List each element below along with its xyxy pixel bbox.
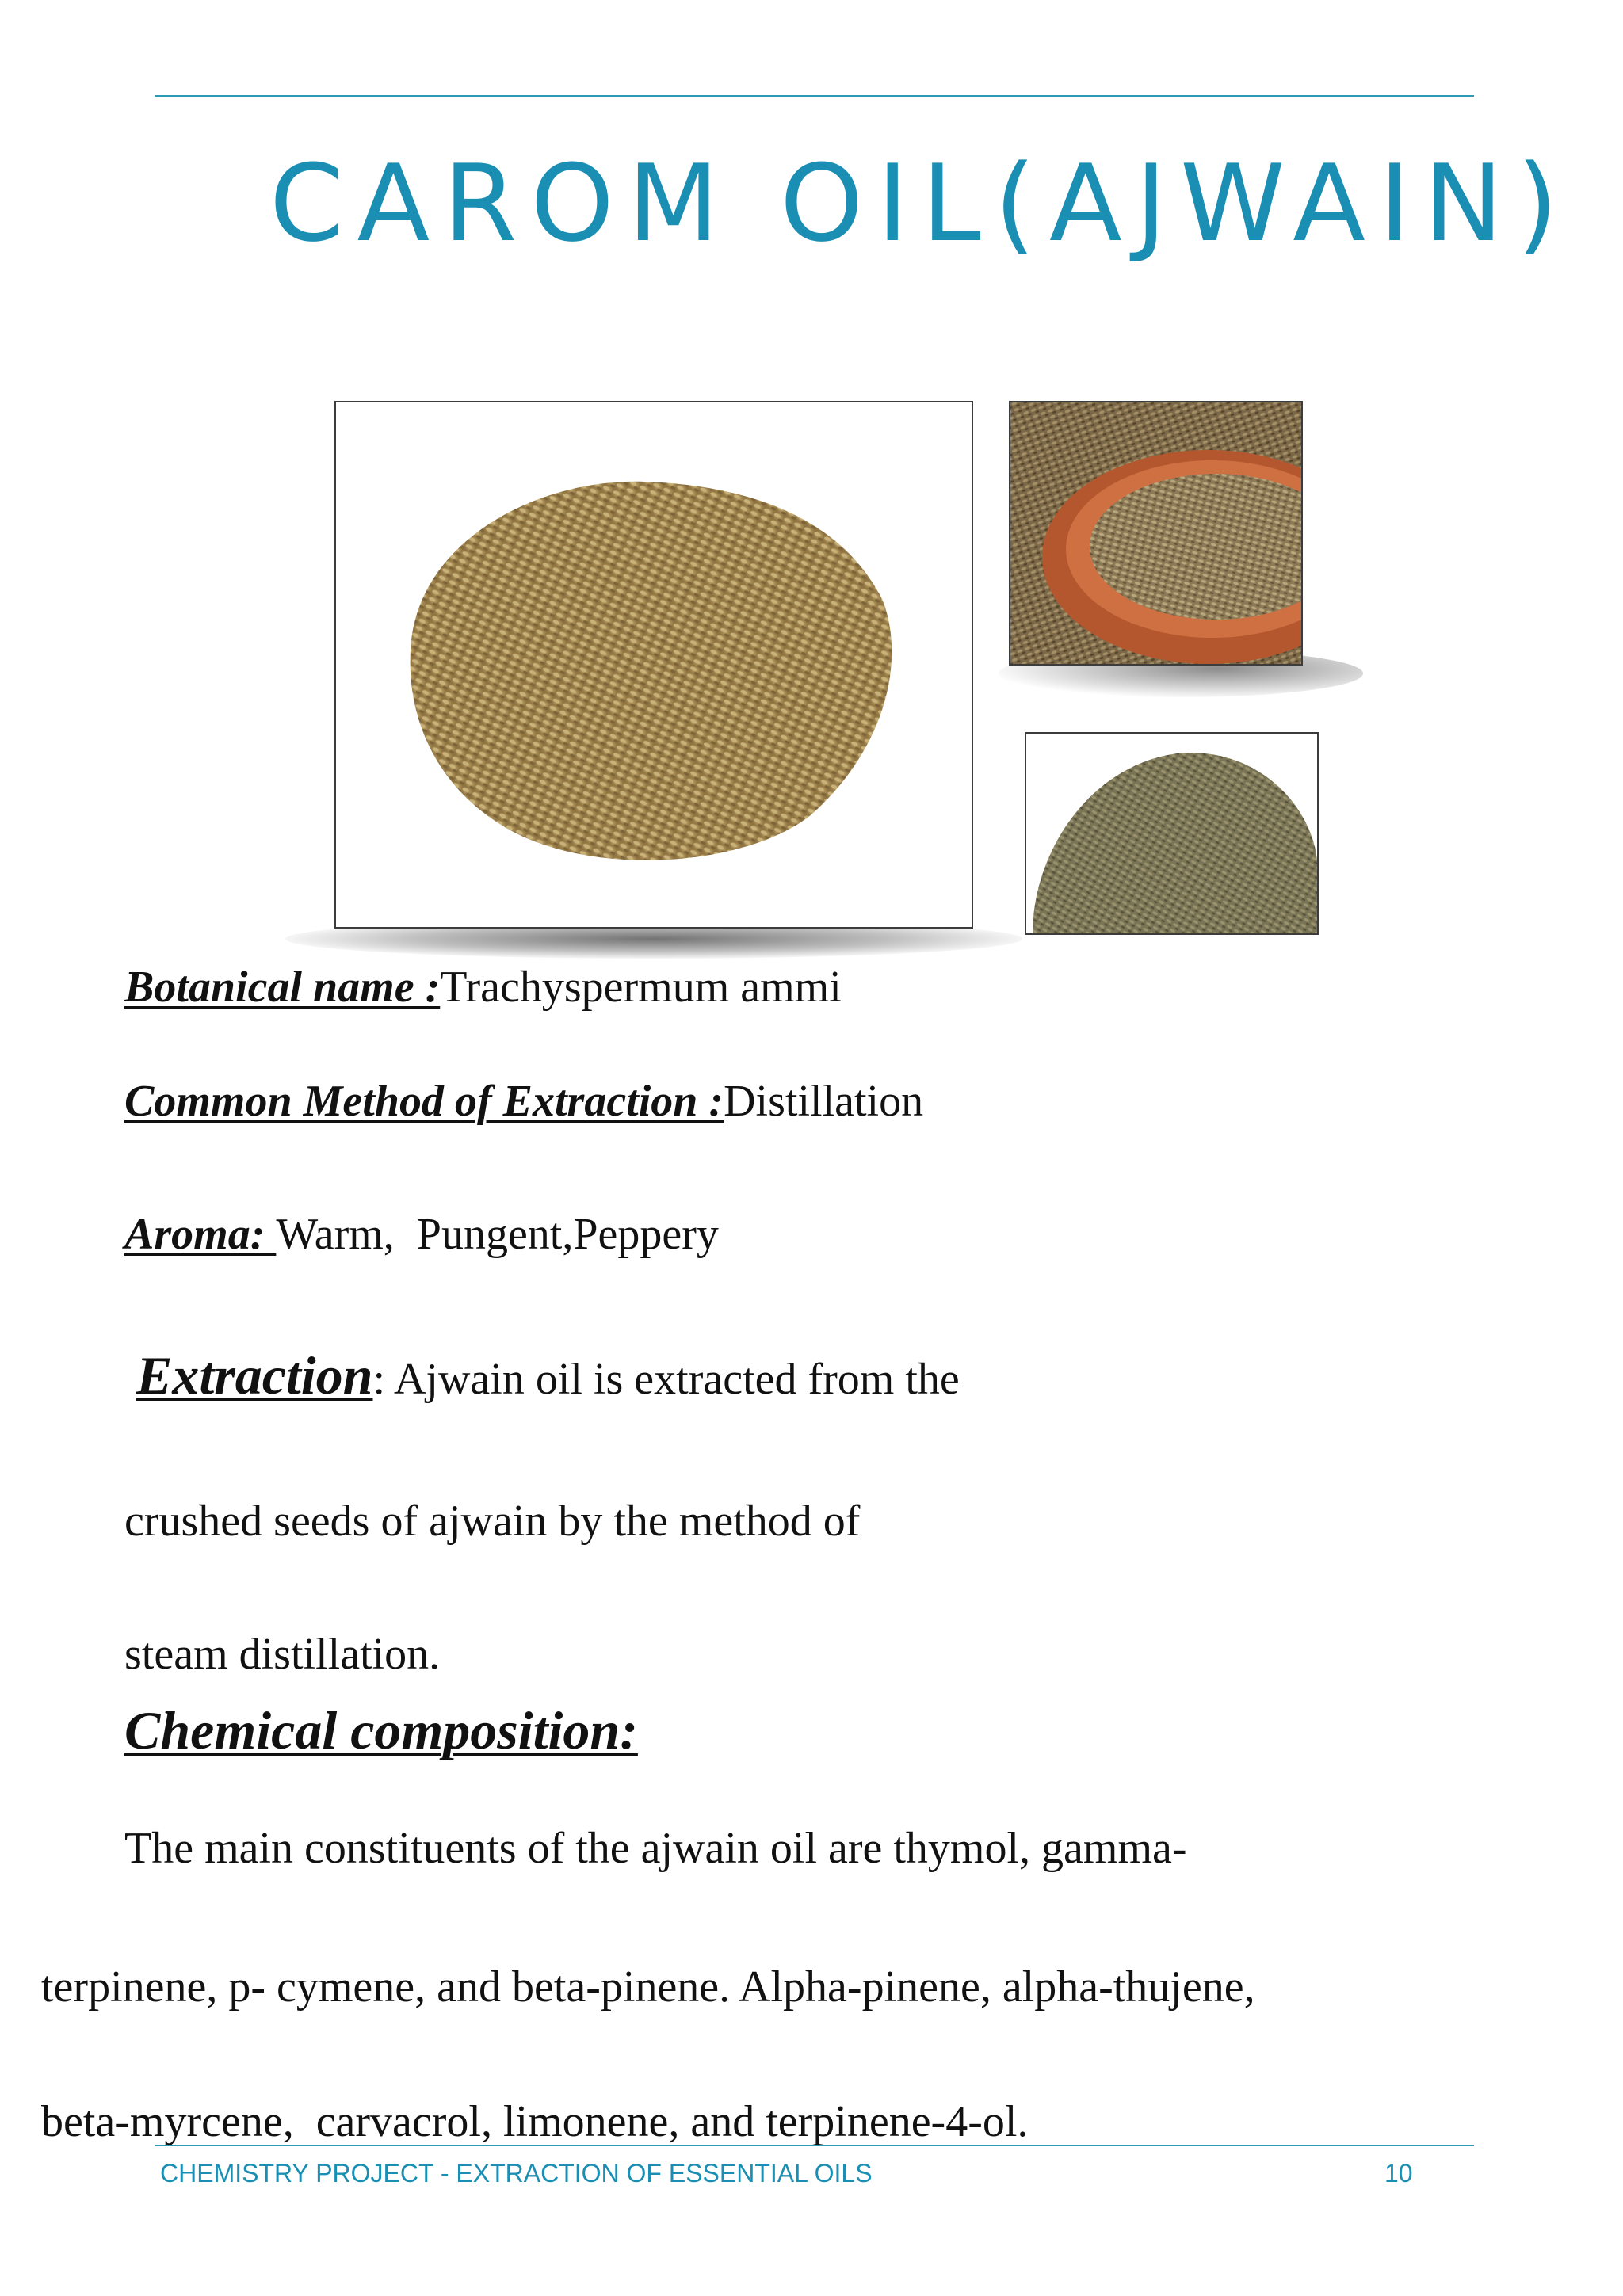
- extraction-text-2: crushed seeds of ajwain by the method of: [124, 1497, 861, 1546]
- seed-bowl-illustration: [1010, 402, 1301, 664]
- botanical-name-value: Trachyspermum ammi: [440, 963, 842, 1012]
- botanical-name-label: Botanical name :: [124, 963, 441, 1012]
- chemical-text-1: The main constituents of the ajwain oil are thymol, gamma-: [124, 1824, 1187, 1873]
- header-rule: [155, 95, 1474, 97]
- ajwain-bowl-image: [1009, 401, 1303, 666]
- extraction-method-value: Distillation: [724, 1077, 924, 1126]
- chemical-text-3: beta-myrcene, carvacrol, limonene, and terpinene-4-ol.: [41, 2097, 1029, 2146]
- ajwain-heap-image: [1025, 732, 1319, 935]
- extraction-method-label: Common Method of Extraction :: [124, 1077, 724, 1126]
- page-title: CAROM OIL(AJWAIN): [269, 142, 1572, 265]
- extraction-method-line: [124, 1077, 924, 1126]
- seed-heap-illustration: [1026, 734, 1317, 933]
- ajwain-pile-image: [334, 401, 973, 929]
- aroma-line: [124, 1212, 719, 1257]
- footer-title: CHEMISTRY PROJECT - EXTRACTION OF ESSENTIAL OILS: [160, 2159, 873, 2187]
- extraction-line: [136, 1345, 960, 1405]
- page-number: 10: [1384, 2159, 1413, 2187]
- extraction-label: Extraction: [136, 1345, 373, 1405]
- aroma-label: Aroma:: [124, 1210, 277, 1259]
- extraction-text-3: steam distillation.: [124, 1630, 441, 1679]
- chemical-text-2: terpinene, p- cymene, and beta-pinene. Alpha-pinene, alpha-thujene,: [41, 1962, 1255, 2012]
- botanical-name-line: [124, 963, 842, 1012]
- extraction-text-1: : Ajwain oil is extracted from the: [372, 1355, 960, 1404]
- aroma-value: Warm, Pungent,Peppery: [276, 1210, 719, 1259]
- chemical-composition-heading: Chemical composition:: [124, 1700, 638, 1760]
- footer-rule: [155, 2145, 1474, 2146]
- seed-pile-illustration: [336, 402, 972, 927]
